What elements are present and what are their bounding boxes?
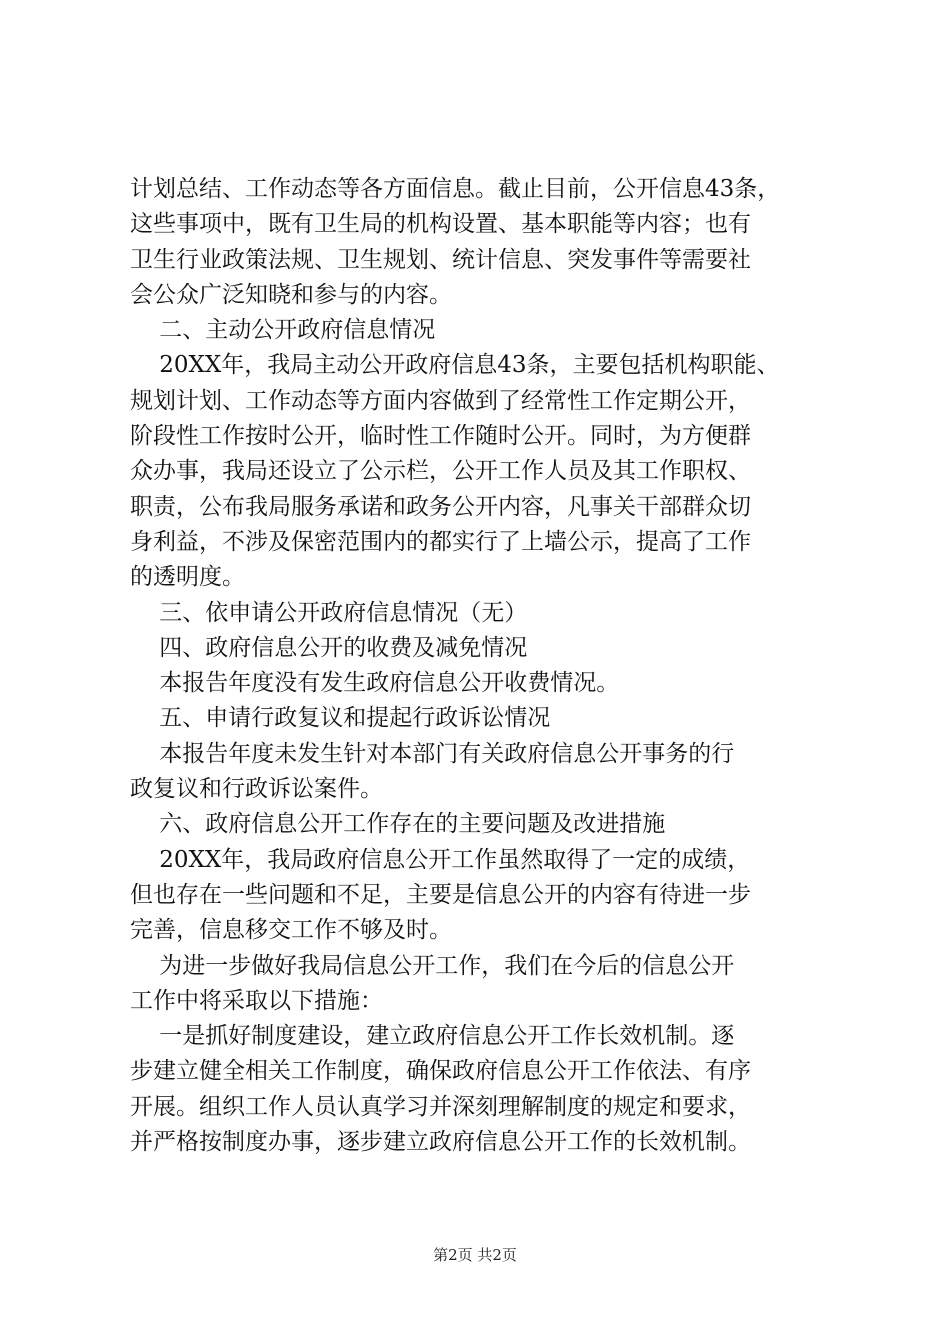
body-line: 一是抓好制度建设，建立政府信息公开工作长效机制。逐 (130, 1023, 735, 1050)
page-footer (0, 1244, 950, 1265)
body-line: 完善，信息移交工作不够及时。 (130, 917, 452, 944)
body-line: 为进一步做好我局信息公开工作，我们在今后的信息公开 (130, 952, 735, 979)
body-line: 卫生行业政策法规、卫生规划、统计信息、突发事件等需要社 (130, 246, 751, 273)
body-line: 规划计划、工作动态等方面内容做到了经常性工作定期公开， (130, 387, 751, 414)
body-line: 20XX年，我局主动公开政府信息43条，主要包括机构职能、 (130, 352, 780, 379)
section-heading: 二、主动公开政府信息情况 (130, 317, 436, 344)
section-heading: 四、政府信息公开的收费及减免情况 (130, 634, 528, 661)
body-line: 职责，公布我局服务承诺和政务公开内容，凡事关干部群众切 (130, 493, 751, 520)
section-heading: 三、依申请公开政府信息情况（无） (130, 599, 528, 626)
body-line: 开展。组织工作人员认真学习并深刻理解制度的规定和要求， (130, 1093, 751, 1120)
body-line: 阶段性工作按时公开，临时性工作随时公开。同时，为方便群 (130, 423, 751, 450)
section-heading: 五、申请行政复议和提起行政诉讼情况 (130, 705, 551, 732)
body-line: 身利益，不涉及保密范围内的都实行了上墙公示，提高了工作 (130, 528, 751, 555)
body-line: 计划总结、工作动态等各方面信息。截止目前，公开信息43条， (130, 176, 781, 202)
body-line: 但也存在一些问题和不足，主要是信息公开的内容有待进一步 (130, 881, 751, 908)
body-line: 众办事，我局还设立了公示栏，公开工作人员及其工作职权、 (130, 458, 751, 485)
body-line: 政复议和行政诉讼案件。 (130, 776, 383, 803)
page-number-label: 第2页 共2页 (433, 1246, 517, 1264)
body-line: 工作中将采取以下措施： (130, 987, 383, 1014)
body-line: 步建立健全相关工作制度，确保政府信息公开工作依法、有序 (130, 1058, 751, 1085)
body-line: 的透明度。 (130, 564, 245, 591)
body-line: 本报告年度未发生针对本部门有关政府信息公开事务的行 (130, 740, 735, 767)
body-line: 并严格按制度办事，逐步建立政府信息公开工作的长效机制。 (130, 1129, 751, 1156)
body-line: 会公众广泛知晓和参与的内容。 (130, 281, 452, 308)
section-heading: 六、政府信息公开工作存在的主要问题及改进措施 (130, 811, 666, 838)
document-body (130, 172, 830, 1160)
body-line: 20XX年，我局政府信息公开工作虽然取得了一定的成绩， (130, 846, 751, 873)
body-line: 这些事项中，既有卫生局的机构设置、基本职能等内容；也有 (130, 211, 751, 238)
body-line: 本报告年度没有发生政府信息公开收费情况。 (130, 670, 620, 697)
